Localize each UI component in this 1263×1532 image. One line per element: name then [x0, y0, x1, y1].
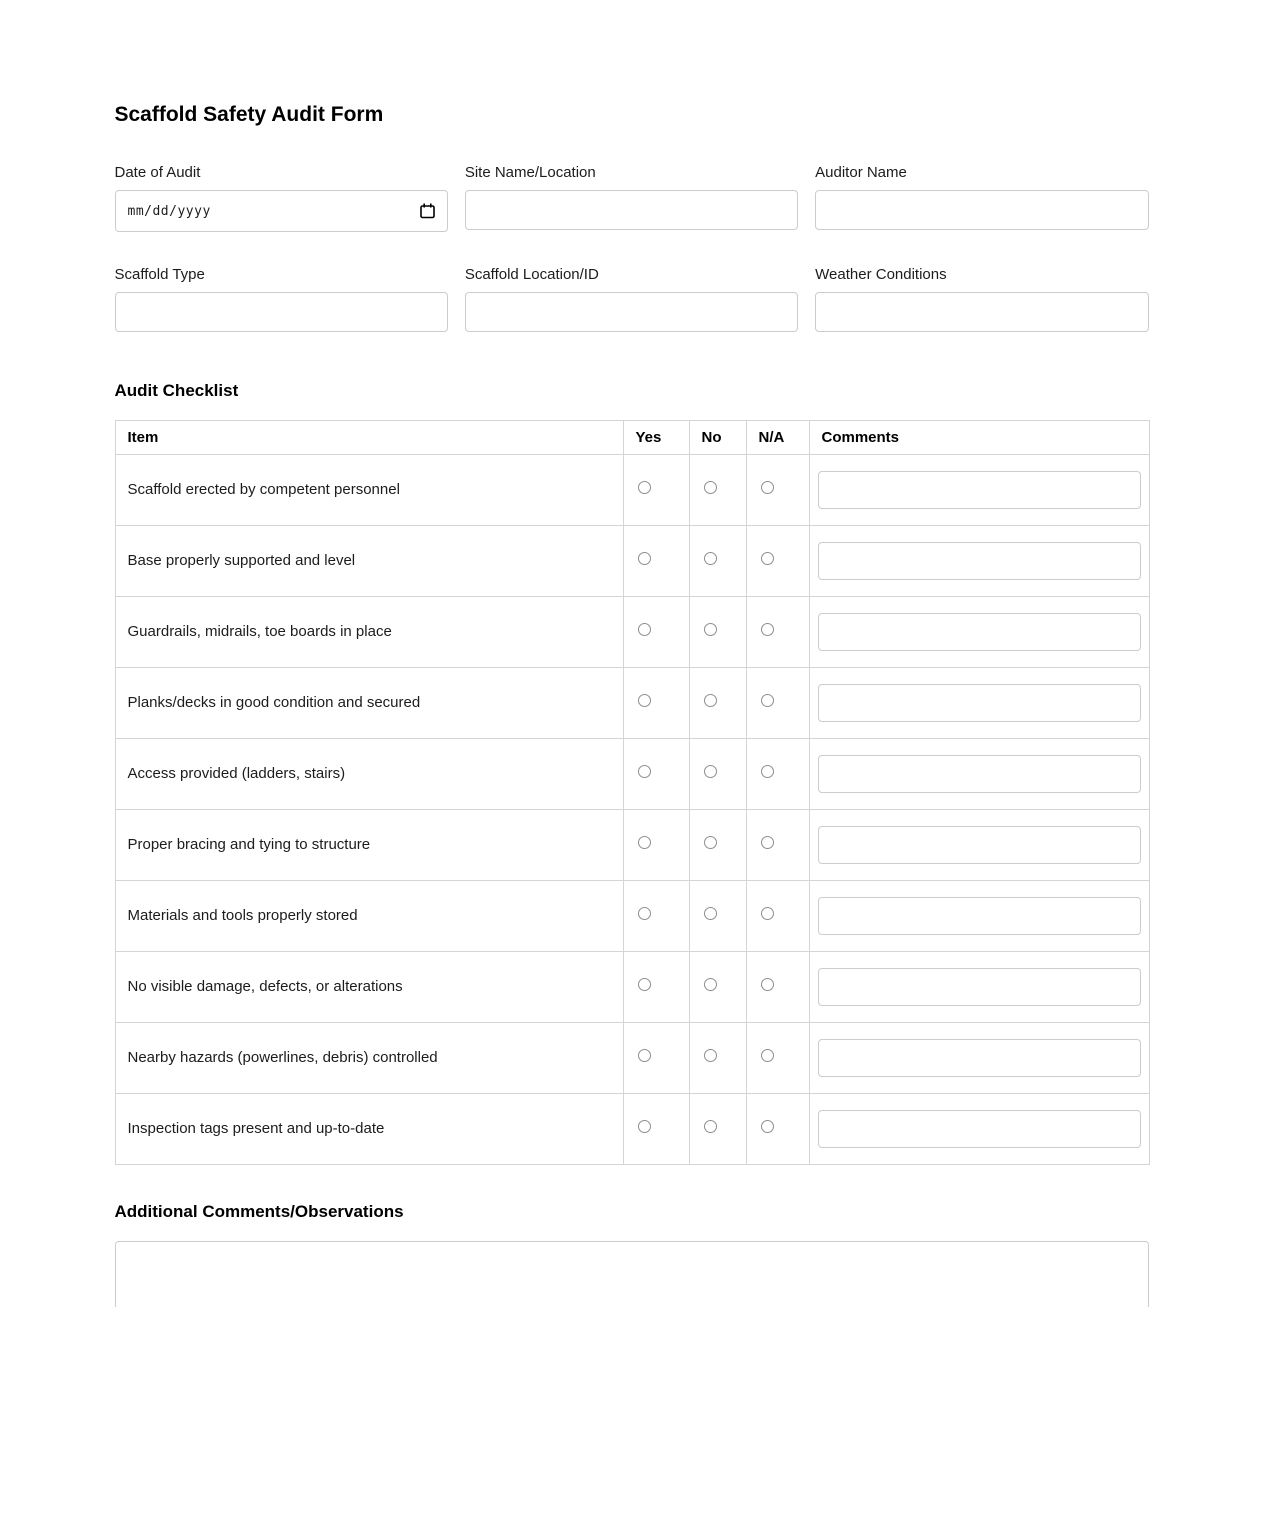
checklist-item-label: Planks/decks in good condition and secured [115, 667, 623, 738]
checklist-row [115, 738, 1149, 809]
auditor-name-label: Auditor Name [815, 164, 907, 182]
radio-no[interactable] [704, 623, 717, 636]
date-of-audit-label: Date of Audit [114, 164, 201, 182]
scaffold-location-input[interactable] [465, 292, 798, 332]
radio-yes[interactable] [638, 978, 651, 991]
radio-na[interactable] [761, 978, 774, 991]
comment-input[interactable] [818, 755, 1141, 793]
radio-no[interactable] [704, 1120, 717, 1133]
radio-no[interactable] [704, 1049, 717, 1062]
checklist-item-label: Proper bracing and tying to structure [115, 809, 623, 880]
comment-input[interactable] [818, 542, 1141, 580]
additional-comments-textarea[interactable] [115, 1241, 1149, 1307]
column-header-item: Item [115, 420, 623, 454]
audit-checklist-table [115, 420, 1150, 1165]
radio-no[interactable] [704, 694, 717, 707]
checklist-item-label: Access provided (ladders, stairs) [115, 738, 623, 809]
radio-no[interactable] [704, 481, 717, 494]
comment-input[interactable] [818, 826, 1141, 864]
field-date-of-audit [115, 164, 448, 232]
radio-na[interactable] [761, 1120, 774, 1133]
header-fields [115, 164, 1149, 332]
checklist-item-label: No visible damage, defects, or alterations [115, 951, 623, 1022]
scaffold-location-label: Scaffold Location/ID [464, 266, 599, 284]
page-title: Scaffold Safety Audit Form [114, 103, 384, 126]
comment-input[interactable] [818, 613, 1141, 651]
checklist-row [115, 454, 1149, 525]
site-name-label: Site Name/Location [464, 164, 596, 182]
radio-na[interactable] [761, 623, 774, 636]
comment-input[interactable] [818, 1110, 1141, 1148]
radio-yes[interactable] [638, 836, 651, 849]
comment-input[interactable] [818, 897, 1141, 935]
calendar-icon[interactable] [420, 203, 435, 219]
comment-input[interactable] [818, 684, 1141, 722]
radio-na[interactable] [761, 552, 774, 565]
comment-input[interactable] [818, 471, 1141, 509]
radio-na[interactable] [761, 1049, 774, 1062]
date-placeholder: mm/dd/yyyy [127, 203, 211, 219]
site-name-input[interactable] [465, 190, 798, 230]
additional-comments-heading: Additional Comments/Observations [114, 1201, 404, 1221]
field-weather-conditions [815, 266, 1148, 332]
radio-yes[interactable] [638, 552, 651, 565]
scaffold-type-input[interactable] [115, 292, 448, 332]
auditor-name-input[interactable] [815, 190, 1148, 230]
radio-no[interactable] [704, 765, 717, 778]
radio-no[interactable] [704, 836, 717, 849]
checklist-row [115, 1093, 1149, 1164]
radio-yes[interactable] [638, 1049, 651, 1062]
column-header-comments: Comments [809, 420, 1149, 454]
radio-na[interactable] [761, 694, 774, 707]
radio-no[interactable] [704, 552, 717, 565]
checklist-row [115, 809, 1149, 880]
field-site-name [465, 164, 798, 232]
radio-na[interactable] [761, 907, 774, 920]
checklist-row [115, 880, 1149, 951]
checklist-row [115, 951, 1149, 1022]
radio-na[interactable] [761, 481, 774, 494]
column-header-na: N/A [746, 420, 809, 454]
radio-no[interactable] [704, 978, 717, 991]
weather-conditions-label: Weather Conditions [815, 266, 947, 284]
checklist-row [115, 525, 1149, 596]
column-header-yes: Yes [623, 420, 689, 454]
additional-comments-area [115, 1241, 1149, 1307]
checklist-item-label: Inspection tags present and up-to-date [115, 1093, 623, 1164]
field-scaffold-location [465, 266, 798, 332]
checklist-row [115, 596, 1149, 667]
comment-input[interactable] [818, 1039, 1141, 1077]
radio-na[interactable] [761, 836, 774, 849]
radio-yes[interactable] [638, 481, 651, 494]
scaffold-audit-form [115, 0, 1149, 1307]
checklist-row [115, 667, 1149, 738]
field-scaffold-type [115, 266, 448, 332]
checklist-heading: Audit Checklist [114, 381, 239, 401]
checklist-item-label: Base properly supported and level [115, 525, 623, 596]
checklist-item-label: Guardrails, midrails, toe boards in place [115, 596, 623, 667]
radio-yes[interactable] [638, 1120, 651, 1133]
radio-no[interactable] [704, 907, 717, 920]
checklist-row [115, 1022, 1149, 1093]
radio-na[interactable] [761, 765, 774, 778]
field-auditor-name [815, 164, 1148, 232]
scaffold-type-label: Scaffold Type [114, 266, 205, 284]
radio-yes[interactable] [638, 694, 651, 707]
radio-yes[interactable] [638, 907, 651, 920]
date-of-audit-input[interactable] [115, 190, 448, 232]
comment-input[interactable] [818, 968, 1141, 1006]
weather-conditions-input[interactable] [815, 292, 1148, 332]
checklist-item-label: Scaffold erected by competent personnel [115, 454, 623, 525]
radio-yes[interactable] [638, 623, 651, 636]
checklist-item-label: Nearby hazards (powerlines, debris) controlled [115, 1022, 623, 1093]
checklist-item-label: Materials and tools properly stored [115, 880, 623, 951]
checklist-header-row [115, 420, 1149, 454]
column-header-no: No [689, 420, 746, 454]
radio-yes[interactable] [638, 765, 651, 778]
